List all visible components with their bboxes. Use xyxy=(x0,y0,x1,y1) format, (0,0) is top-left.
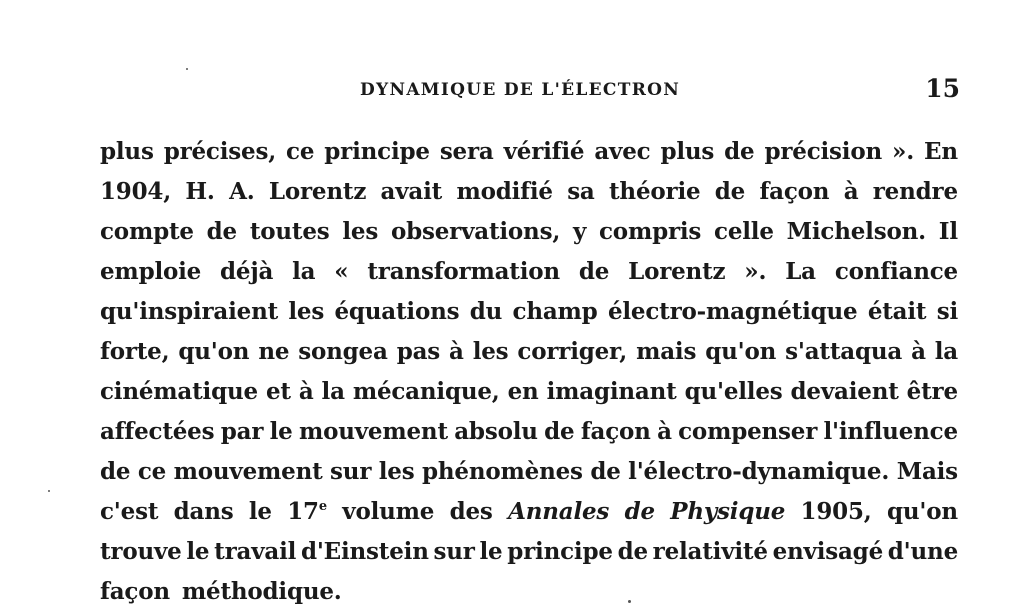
word xyxy=(456,172,552,212)
word-text: de xyxy=(544,418,575,445)
word-text: l'influence xyxy=(823,418,958,445)
word-text: imaginant xyxy=(546,378,677,405)
word-text: c'est xyxy=(100,498,159,525)
word-text: le xyxy=(479,538,503,565)
word-text: de xyxy=(100,458,131,485)
word-text: de xyxy=(624,498,655,525)
word-text: transformation xyxy=(367,258,560,285)
word-text: compte xyxy=(100,218,194,245)
word xyxy=(266,372,291,412)
word xyxy=(269,172,366,212)
word xyxy=(567,172,594,212)
word xyxy=(174,452,323,492)
word-text: Michelson. xyxy=(786,218,926,245)
word xyxy=(299,372,314,412)
word-text: du xyxy=(469,298,503,325)
word xyxy=(835,252,958,292)
word xyxy=(214,532,296,572)
word-text: à xyxy=(911,338,926,365)
word xyxy=(301,532,429,572)
word xyxy=(270,412,293,452)
word xyxy=(911,332,926,372)
word-text: façon xyxy=(580,418,651,445)
word-text: le xyxy=(248,498,272,525)
word xyxy=(229,172,254,212)
word xyxy=(888,532,958,572)
word-text: A. xyxy=(229,178,255,205)
text-line xyxy=(100,172,958,212)
word-text: théorie xyxy=(609,178,701,205)
word xyxy=(292,252,315,292)
word xyxy=(100,532,182,572)
text-line xyxy=(100,132,958,172)
word xyxy=(454,412,538,452)
word xyxy=(100,212,194,252)
word xyxy=(517,332,627,372)
word-text: et xyxy=(265,378,291,405)
word-text: qu'on xyxy=(705,338,777,365)
word xyxy=(824,412,958,452)
word-text: plus xyxy=(100,138,154,165)
word xyxy=(381,172,443,212)
word xyxy=(100,492,158,532)
word xyxy=(450,492,493,532)
word xyxy=(186,532,209,572)
word-text: La xyxy=(785,258,816,285)
word-text: d'Einstein xyxy=(300,538,429,565)
word xyxy=(714,212,774,252)
word-text: songea xyxy=(298,338,388,365)
word xyxy=(379,452,415,492)
ink-speck xyxy=(628,600,631,603)
word xyxy=(937,292,958,332)
word xyxy=(678,412,817,452)
superscript: e xyxy=(318,499,327,514)
word-text: les xyxy=(288,298,325,325)
word-text: 1905, xyxy=(800,498,872,525)
word-text: celle xyxy=(714,218,774,245)
word-text: avait xyxy=(380,178,443,205)
word-text: corriger, xyxy=(517,338,628,365)
running-title: DYNAMIQUE DE L'ÉLECTRON xyxy=(360,80,681,100)
text-line xyxy=(100,332,958,372)
word xyxy=(100,412,214,452)
word-text: de xyxy=(724,138,755,165)
word xyxy=(330,452,371,492)
word-text: avec xyxy=(594,138,651,165)
word-text: volume xyxy=(342,498,435,525)
word-text: toutes xyxy=(249,218,330,245)
word-text: était xyxy=(867,298,927,325)
text-line xyxy=(100,412,958,452)
word-text: relativité xyxy=(652,538,768,565)
word xyxy=(897,452,958,492)
word-text: sa xyxy=(567,178,595,205)
word xyxy=(353,372,500,412)
word-text: si xyxy=(936,298,958,325)
word-text: sur xyxy=(433,538,475,565)
word xyxy=(449,332,464,372)
word-text: des xyxy=(449,498,493,525)
word xyxy=(618,532,648,572)
word xyxy=(207,212,237,252)
word-text: les xyxy=(378,458,415,485)
word-text: « xyxy=(334,258,349,285)
page-number: 15 xyxy=(925,74,960,103)
word xyxy=(590,452,620,492)
word xyxy=(507,532,613,572)
word-text: sur xyxy=(330,458,372,485)
word xyxy=(544,412,574,452)
text-line xyxy=(100,492,958,532)
word xyxy=(705,332,776,372)
word-text: de xyxy=(714,178,746,205)
word xyxy=(785,252,816,292)
word xyxy=(479,532,502,572)
word xyxy=(657,412,672,452)
word-text: rendre xyxy=(872,178,958,205)
word-text: le xyxy=(269,418,293,445)
word xyxy=(873,172,958,212)
word-text: être xyxy=(906,378,958,405)
word-text: Il xyxy=(938,218,958,245)
word xyxy=(744,252,766,292)
running-head xyxy=(100,74,960,108)
word xyxy=(220,252,273,292)
word xyxy=(579,252,609,292)
word-text: envisagé xyxy=(772,538,884,565)
word-text: absolu xyxy=(454,418,538,445)
word xyxy=(939,212,958,252)
word xyxy=(625,492,655,532)
word-text: à xyxy=(843,178,859,205)
word-text: trouve xyxy=(100,538,182,565)
paragraph xyxy=(100,132,958,608)
word-text: 1904, xyxy=(100,178,172,205)
word xyxy=(299,412,448,452)
word-text: devaient xyxy=(790,378,899,405)
word xyxy=(628,452,889,492)
word xyxy=(250,212,330,252)
word-text: H. xyxy=(185,178,215,205)
word-text: à xyxy=(449,338,464,365)
word xyxy=(785,332,902,372)
word xyxy=(868,292,927,332)
word-text: les xyxy=(342,218,379,245)
word xyxy=(573,212,586,252)
word xyxy=(174,492,234,532)
word-text: principe xyxy=(324,138,430,165)
word xyxy=(434,532,475,572)
word xyxy=(609,172,700,212)
word-text: précision xyxy=(764,138,883,165)
word-text: mouvement xyxy=(173,458,323,485)
word xyxy=(508,492,609,532)
word xyxy=(100,252,201,292)
word-text: de xyxy=(617,538,648,565)
word-text: pas xyxy=(396,338,441,365)
word-text: plus xyxy=(660,138,715,165)
word xyxy=(100,452,130,492)
word xyxy=(182,572,342,608)
word-text: forte, xyxy=(100,338,170,365)
word xyxy=(100,572,170,608)
word-text: Annales xyxy=(508,498,610,525)
word xyxy=(504,132,585,172)
word xyxy=(100,372,258,412)
word xyxy=(508,372,539,412)
text-line xyxy=(100,292,958,332)
word-text: précises, xyxy=(163,138,277,165)
word xyxy=(100,292,278,332)
word-text: ». xyxy=(744,258,767,285)
word-text: en xyxy=(507,378,539,405)
word-text: ne xyxy=(258,338,290,365)
word-text: cinématique xyxy=(100,378,258,405)
word xyxy=(422,452,583,492)
word xyxy=(773,532,883,572)
word xyxy=(787,212,926,252)
word xyxy=(470,292,502,332)
word xyxy=(249,492,272,532)
text-line xyxy=(100,532,958,572)
word-text: s'attaqua xyxy=(785,338,903,365)
word-text: compenser xyxy=(678,418,818,445)
word xyxy=(100,172,171,212)
word-text: ce xyxy=(137,458,167,485)
word-text: qu'on xyxy=(886,498,958,525)
word-text: modifié xyxy=(456,178,553,205)
word-text: Lorentz xyxy=(628,258,726,285)
word xyxy=(653,532,768,572)
word-text: emploie xyxy=(100,258,202,285)
word xyxy=(342,492,434,532)
word-text: la xyxy=(292,258,316,285)
word-text: champ xyxy=(512,298,598,325)
word xyxy=(801,492,872,532)
word xyxy=(298,332,387,372)
word xyxy=(844,172,859,212)
word xyxy=(286,132,314,172)
word-text: équations xyxy=(334,298,460,325)
word xyxy=(473,332,509,372)
word-text: y xyxy=(572,218,587,245)
word xyxy=(547,372,677,412)
word xyxy=(440,132,494,172)
text-line xyxy=(100,452,958,492)
word-text: ce xyxy=(286,138,315,165)
word xyxy=(513,292,598,332)
word xyxy=(628,252,725,292)
word xyxy=(138,452,166,492)
word-text: phénomènes xyxy=(422,458,583,485)
word xyxy=(636,332,696,372)
word-text: déjà xyxy=(220,258,274,285)
word xyxy=(581,412,651,452)
word xyxy=(221,412,264,452)
word xyxy=(608,292,858,332)
word-text: confiance xyxy=(834,258,958,285)
word-text: compris xyxy=(599,218,702,245)
word-text: à xyxy=(657,418,672,445)
word xyxy=(334,292,459,332)
word-text: Physique xyxy=(670,498,786,525)
word-text: mouvement xyxy=(298,418,448,445)
text-line xyxy=(100,372,958,412)
word-text: qu'elles xyxy=(684,378,783,405)
word xyxy=(100,332,169,372)
word-text: électro-magnétique xyxy=(607,298,858,325)
word-text: les xyxy=(472,338,509,365)
word-text: ». xyxy=(892,138,914,165)
word xyxy=(258,332,289,372)
word-text: par xyxy=(220,418,264,445)
ink-speck xyxy=(48,490,50,492)
text-line xyxy=(100,212,958,252)
word-text: affectées xyxy=(100,418,215,445)
word-text: la xyxy=(934,338,958,365)
word-text: sera xyxy=(439,138,494,165)
word-text: principe xyxy=(507,538,613,565)
word xyxy=(324,132,430,172)
word-text: l'électro-dynamique. xyxy=(628,458,890,485)
word xyxy=(287,492,327,532)
word-text: la xyxy=(321,378,345,405)
word-text: méthodique. xyxy=(181,578,342,605)
word xyxy=(288,292,324,332)
word xyxy=(935,332,958,372)
word xyxy=(724,132,754,172)
word xyxy=(791,372,899,412)
word-text: mais xyxy=(636,338,697,365)
word xyxy=(342,212,378,252)
text-line xyxy=(100,572,958,608)
word xyxy=(599,212,701,252)
word-text: qu'inspiraient xyxy=(100,298,279,325)
word xyxy=(164,132,276,172)
word xyxy=(334,252,348,292)
word-text: dans xyxy=(173,498,234,525)
word xyxy=(322,372,345,412)
word xyxy=(100,132,154,172)
word xyxy=(759,172,829,212)
text-line xyxy=(100,252,958,292)
word xyxy=(391,212,560,252)
word-text: vérifié xyxy=(503,138,585,165)
word xyxy=(924,132,958,172)
word-text: qu'on xyxy=(178,338,250,365)
word-text: de xyxy=(206,218,237,245)
word-text: d'une xyxy=(887,538,958,565)
word-text: observations, xyxy=(390,218,561,245)
word-text: façon xyxy=(759,178,830,205)
word-text: de xyxy=(590,458,621,485)
word xyxy=(892,132,914,172)
word-text: de xyxy=(578,258,610,285)
ink-speck xyxy=(186,68,188,70)
word xyxy=(715,172,745,212)
word xyxy=(594,132,650,172)
word xyxy=(185,172,214,212)
word-text: façon xyxy=(100,578,170,605)
word xyxy=(764,132,882,172)
word-text: mécanique, xyxy=(352,378,500,405)
word xyxy=(670,492,785,532)
word-text: En xyxy=(924,138,958,165)
word xyxy=(367,252,560,292)
word xyxy=(660,132,714,172)
word-text: Lorentz xyxy=(268,178,367,205)
word xyxy=(397,332,440,372)
word xyxy=(907,372,958,412)
word-text: Mais xyxy=(896,458,958,485)
word-text: à xyxy=(298,378,314,405)
word xyxy=(178,332,249,372)
word-text: 17 xyxy=(287,498,319,525)
word xyxy=(887,492,958,532)
word-text: le xyxy=(186,538,210,565)
word-text: travail xyxy=(214,538,297,565)
word xyxy=(685,372,783,412)
